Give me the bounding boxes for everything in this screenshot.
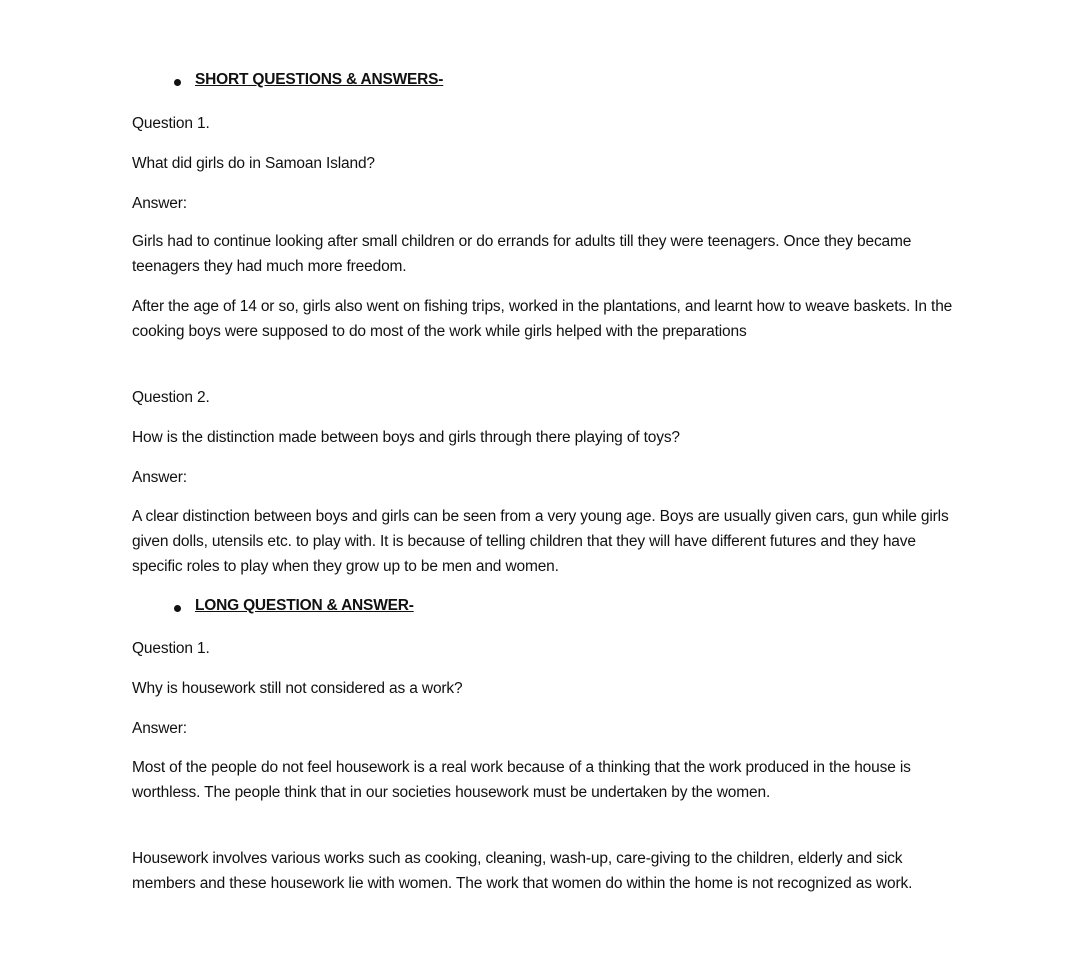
bullet-icon — [174, 79, 181, 86]
answer-paragraph: After the age of 14 or so, girls also went on fishing trips, worked in the plantations, and learnt how to weave baskets. In the cooking boys were supposed to do most of the work while girls helped with the preparations — [132, 298, 953, 340]
answer-paragraph: Girls had to continue looking after small children or do errands for adults till they were teenagers. Once they became teenagers they had much more freedom. — [132, 233, 912, 275]
question-text: What did girls do in Samoan Island? — [132, 155, 375, 172]
answer-label: Answer: — [132, 720, 187, 737]
answer-paragraph: Most of the people do not feel housework is a real work because of a thinking that the work produced in the house is worthless. The people think that in our societies housework must be undertaken by the women. — [132, 759, 911, 801]
answer-label: Answer: — [132, 195, 187, 212]
bullet-icon — [174, 605, 181, 612]
answer-paragraph: Housework involves various works such as cooking, cleaning, wash-up, care-giving to the children, elderly and sick members and these housework lie with women. The work that women do within the home is not recognized as work. — [132, 850, 913, 892]
section-heading-short: SHORT QUESTIONS & ANSWERS- — [195, 71, 444, 88]
answer-paragraph: A clear distinction between boys and girls can be seen from a very young age. Boys are usually given cars, gun while girls given dolls, utensils etc. to play with. It is because of telling children that they will have different futures and they have specific roles to play when they grow up to be men and women. — [132, 508, 949, 575]
question-label: Question 2. — [132, 389, 210, 406]
section-heading-long: LONG QUESTION & ANSWER- — [195, 597, 414, 614]
question-text: Why is housework still not considered as a work? — [132, 680, 463, 697]
question-label: Question 1. — [132, 640, 210, 657]
answer-label: Answer: — [132, 469, 187, 486]
question-text: How is the distinction made between boys and girls through there playing of toys? — [132, 429, 680, 446]
question-label: Question 1. — [132, 115, 210, 132]
